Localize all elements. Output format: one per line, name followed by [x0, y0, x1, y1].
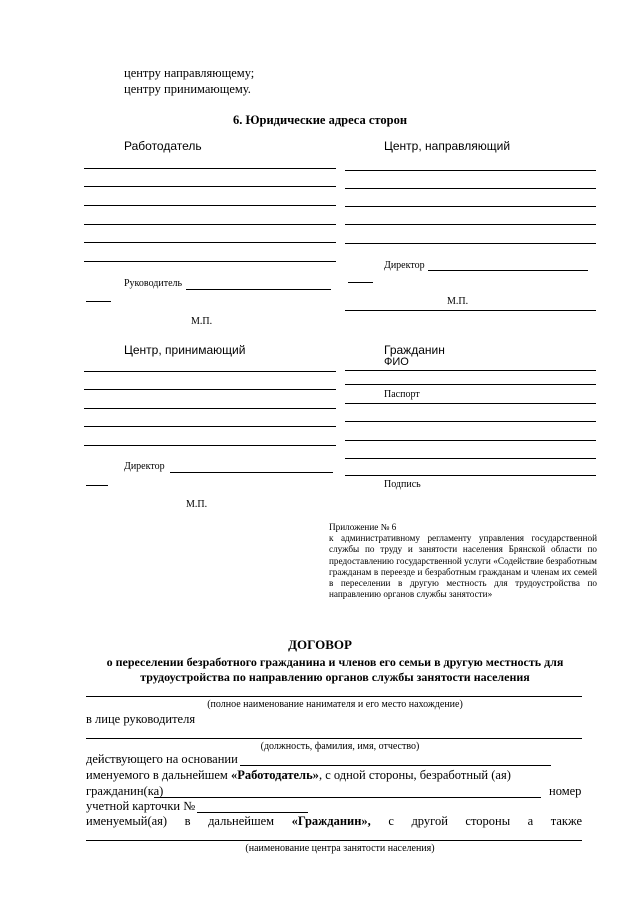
intro-line-1: центру направляющему; [124, 66, 255, 80]
sending-director-label: Директор [384, 260, 425, 271]
appendix-text: к административному регламенту управления государственной службы по труду и занятости населения Брянской области по предоставлению государственной услуги «Содействие безработным гражданам в переезде и безработным гражданам и членам их семей в переселении в другую местность для трудоустройства по направлению органов службы занятости» [329, 533, 597, 600]
employer-signature-line [186, 289, 331, 290]
employer-seal: М.П. [191, 316, 213, 327]
number-label: номер [549, 784, 582, 798]
sending-line-5 [345, 243, 596, 244]
appendix-block [329, 522, 597, 600]
sending-signature-line [428, 270, 588, 271]
citizen-heading: Гражданин [384, 343, 445, 357]
receiving-seal: М.П. [186, 499, 208, 510]
position-line [86, 738, 582, 739]
citizen-line-4 [345, 421, 596, 422]
citizen-passport-label: Паспорт [384, 389, 420, 400]
card-number-line [197, 812, 308, 813]
receiving-center-heading: Центр, принимающий [124, 343, 246, 357]
sending-line-6 [345, 310, 596, 311]
employer-line-2 [84, 186, 336, 187]
card-label: учетной карточки № [86, 799, 196, 813]
citizen-fio-label: ФИО [384, 356, 409, 368]
sending-line-4 [345, 224, 596, 225]
receiving-line-1 [84, 371, 336, 372]
citizen-line-1 [345, 370, 596, 371]
receiving-line-4 [84, 426, 336, 427]
employer-short-line [86, 301, 111, 302]
section-title: 6. Юридические адреса сторон [232, 113, 408, 127]
sending-line-3 [345, 206, 596, 207]
sending-line-1 [345, 170, 596, 171]
employer-line-4 [84, 224, 336, 225]
citizen-line-3 [345, 403, 596, 404]
named-citizen-line: именуемый(ая) в дальнейшем «Гражданин», с другой стороны а также [86, 814, 582, 828]
appendix-title: Приложение № 6 [329, 522, 397, 532]
hint-employer: (полное наименование нанимателя и его место нахождение) [207, 699, 463, 710]
employer-line-3 [84, 205, 336, 206]
receiving-line-2 [84, 389, 336, 390]
contract-subtitle-2: трудоустройства по направлению органов службы занятости населения [140, 670, 530, 684]
citizen-ka-label: гражданин(ка) [86, 784, 164, 798]
employer-line-1 [84, 168, 336, 169]
employer-name-line [86, 696, 582, 697]
citizen-line-6 [345, 458, 596, 459]
employer-heading: Работодатель [124, 139, 202, 153]
intro-line-2: центру принимающему. [124, 82, 251, 96]
sending-line-2 [345, 188, 596, 189]
basis-line [240, 765, 551, 766]
sending-seal: М.П. [447, 296, 469, 307]
citizen-line-2 [345, 384, 596, 385]
receiving-line-5 [84, 445, 336, 446]
employer-line-5 [84, 242, 336, 243]
citizen-line-7 [345, 475, 596, 476]
acting-basis-label: действующего на основании [86, 752, 238, 766]
center-name-line [86, 840, 582, 841]
citizen-signature-label: Подпись [384, 479, 421, 490]
contract-subtitle-1: о переселении безработного гражданина и членов его семьи в другую местность для [106, 655, 564, 669]
receiving-signature-line [170, 472, 333, 473]
contract-title: ДОГОВОР [288, 637, 352, 652]
receiving-director-label: Директор [124, 461, 165, 472]
receiving-short-line [86, 485, 108, 486]
sending-short-line [348, 282, 373, 283]
citizen-line-5 [345, 440, 596, 441]
named-employer-sentence: именуемого в дальнейшем «Работодатель», с одной стороны, безработный (ая) [86, 768, 511, 782]
in-person-label: в лице руководителя [86, 712, 196, 726]
hint-position: (должность, фамилия, имя, отчество) [260, 741, 420, 752]
citizen-name-line [154, 797, 541, 798]
receiving-line-3 [84, 408, 336, 409]
hint-center: (наименование центра занятости населения) [245, 843, 435, 854]
sending-center-heading: Центр, направляющий [384, 139, 511, 153]
employer-line-6 [84, 261, 336, 262]
employer-director-label: Руководитель [124, 278, 183, 289]
